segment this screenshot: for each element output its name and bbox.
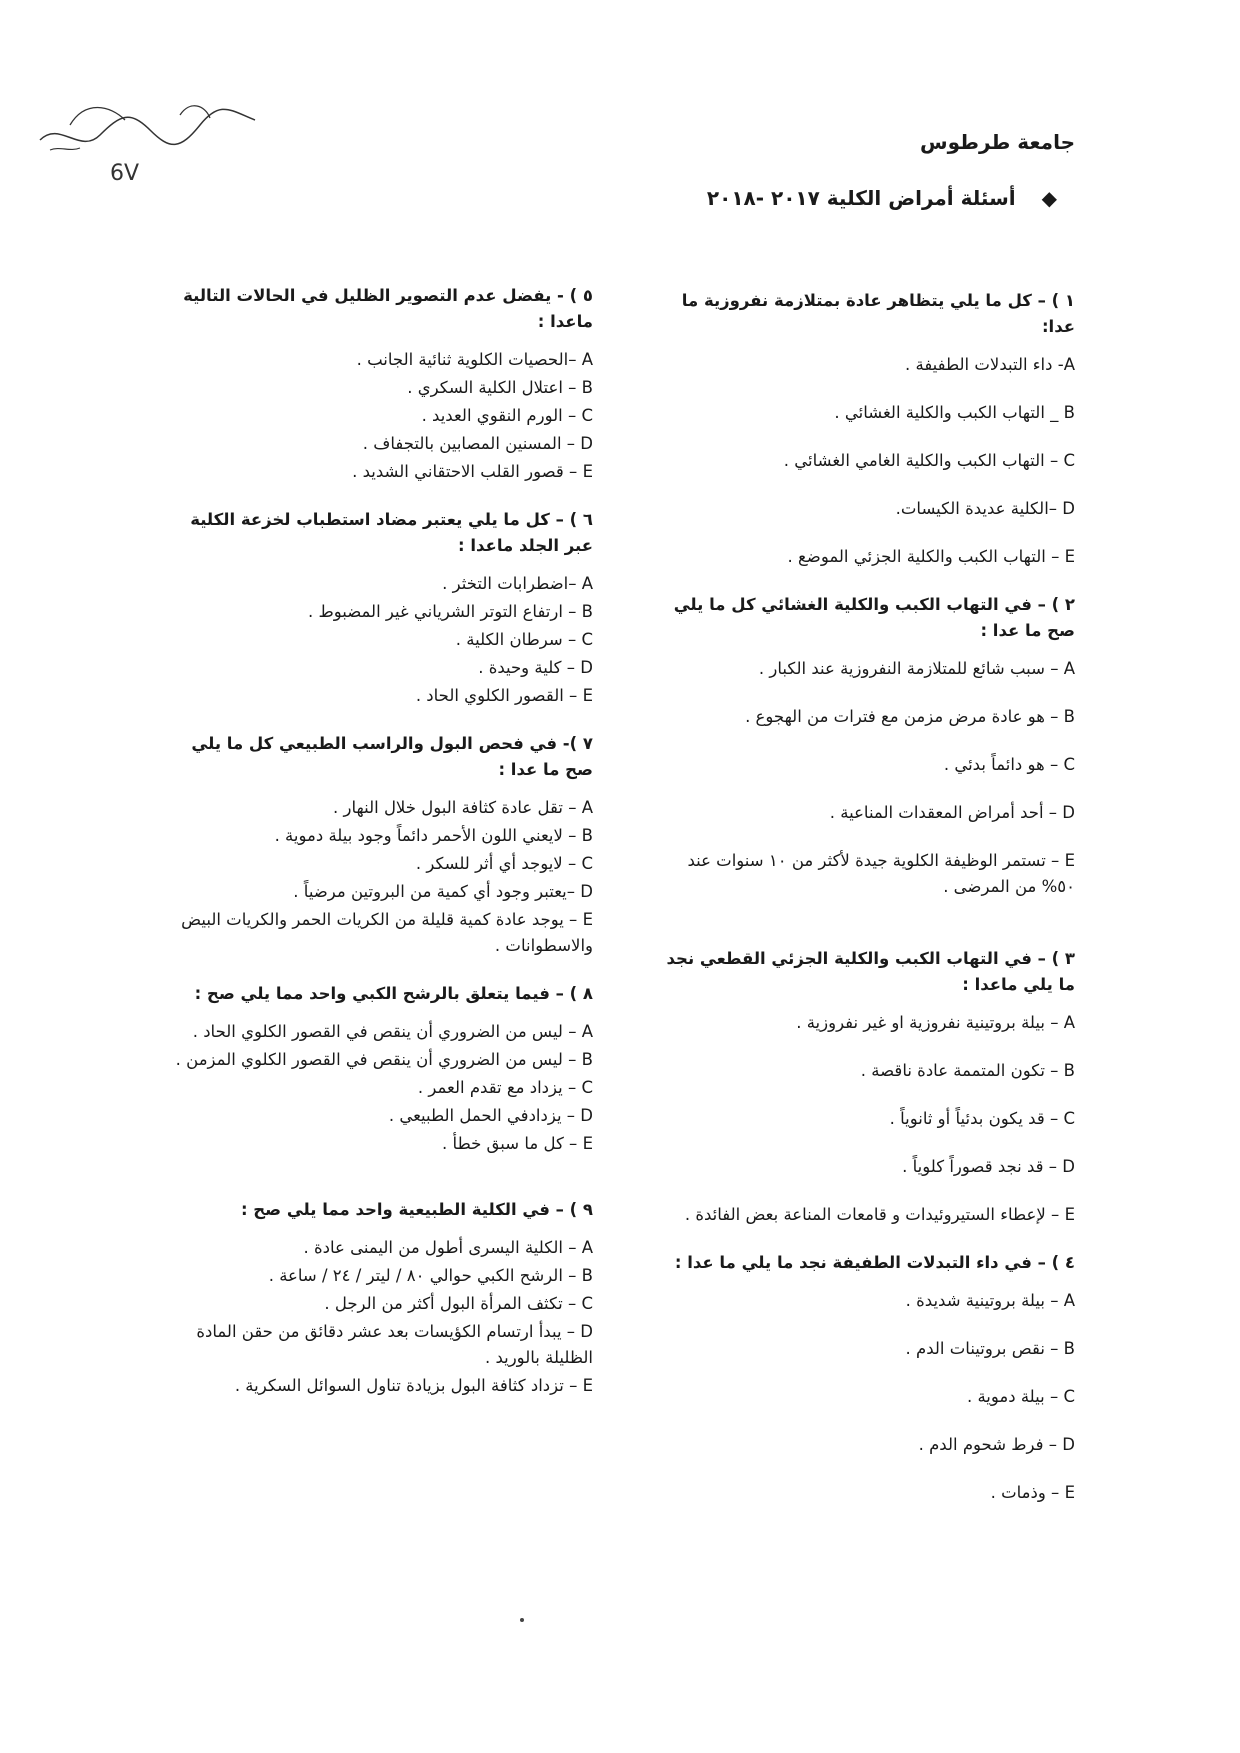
- option-d: D – فرط شحوم الدم .: [918, 1435, 1075, 1454]
- option-a: A – بيلة بروتينية نفروزية او غير نفروزية .: [796, 1013, 1075, 1032]
- option-e: E – وذمات .: [990, 1483, 1075, 1502]
- option-a: A – ليس من الضروري أن ينقص في القصور الكلوي الحاد .: [192, 1022, 593, 1041]
- option-e: E – لإعطاء الستيروئيدات و قامعات المناعة بعض الفائدة .: [684, 1205, 1075, 1224]
- svg-text:6V: 6V: [110, 161, 140, 186]
- option-b: B – نقص بروتينات الدم .: [905, 1339, 1075, 1358]
- question-text: ٩ ) – في الكلية الطبيعية واحد مما يلي صح :: [240, 1200, 593, 1219]
- option-a: A- داء التبدلات الطفيفة .: [904, 355, 1075, 374]
- option-b: B – ارتفاع التوتر الشرياني غير المضبوط .: [307, 602, 593, 621]
- option-d: D – يبدأ ارتسام الكؤيسات بعد عشر دقائق من حقن المادة الظليلة بالوريد .: [196, 1322, 593, 1367]
- option-b: B – ليس من الضروري أن ينقص في القصور الكلوي المزمن .: [175, 1050, 593, 1069]
- scan-speck: [520, 1618, 524, 1622]
- option-b: B – هو عادة مرض مزمن مع فترات من الهجوع .: [745, 707, 1075, 726]
- option-d: D – كلية وحيدة .: [478, 658, 593, 677]
- left-column: [175, 283, 593, 1421]
- option-a: A – سبب شائع للمتلازمة النفروزية عند الكبار .: [758, 659, 1075, 678]
- option-b: B _ التهاب الكبب والكلية الغشائي .: [834, 403, 1075, 422]
- option-a: A –الحصيات الكلوية ثنائية الجانب .: [356, 350, 593, 369]
- question-text: ٣ ) – في التهاب الكبب والكلية الجزئي القطعي نجد ما يلي ماعدا :: [666, 949, 1075, 994]
- option-d: D – المسنين المصابين بالتجفاف .: [362, 434, 593, 453]
- header: [707, 130, 1075, 210]
- option-b: B – اعتلال الكلية السكري .: [407, 378, 593, 397]
- option-d: D – يزدادفي الحمل الطبيعي .: [388, 1106, 593, 1125]
- option-a: A – الكلية اليسرى أطول من اليمنى عادة .: [303, 1238, 593, 1257]
- question-text: ٦ ) – كل ما يلي يعتبر مضاد استطباب لخزعة الكلية عبر الجلد ماعدا :: [190, 510, 593, 555]
- bullet-icon: ◆: [1041, 186, 1057, 210]
- option-c: C – بيلة دموية .: [966, 1387, 1075, 1406]
- option-b: B – لايعني اللون الأحمر دائماً وجود بيلة دموية .: [274, 826, 593, 845]
- question-9: [175, 1197, 593, 1399]
- option-c: C – قد يكون بدئياً أو ثانوياً .: [889, 1109, 1075, 1128]
- option-e: E – تستمر الوظيفة الكلوية جيدة لأكثر من ١٠ سنوات عند ٥٠% من المرضى .: [687, 851, 1075, 896]
- question-text: ١ ) – كل ما يلي يتظاهر عادة بمتلازمة نفروزية ما عدا:: [681, 291, 1075, 336]
- question-text: ٧ )- في فحص البول والراسب الطبيعي كل ما يلي صح ما عدا :: [191, 734, 593, 779]
- option-d: D –يعتبر وجود أي كمية من البروتين مرضياً .: [293, 882, 593, 901]
- option-e: E – التهاب الكبب والكلية الجزئي الموضع .: [787, 547, 1075, 566]
- question-text: ٥ ) - يفضل عدم التصوير الظليل في الحالات التالية ماعدا :: [183, 286, 593, 331]
- option-e: E – يوجد عادة كمية قليلة من الكريات الحمر والكريات البيض والاسطوانات .: [181, 910, 593, 955]
- question-5: [175, 283, 593, 485]
- option-a: A – تقل عادة كثافة البول خلال النهار .: [333, 798, 593, 817]
- question-3: [650, 946, 1075, 1228]
- university-name: جامعة طرطوس: [920, 130, 1075, 154]
- question-6: [175, 507, 593, 709]
- question-1: [650, 288, 1075, 570]
- option-b: B – الرشح الكبي حوالي ٨٠ / ليتر / ٢٤ / ساعة .: [268, 1266, 593, 1285]
- option-c: C – الورم النقوي العديد .: [421, 406, 593, 425]
- exam-title: ◆أسئلة أمراض الكلية ٢٠١٧ -٢٠١٨: [706, 186, 1057, 210]
- option-a: A – بيلة بروتينية شديدة .: [905, 1291, 1075, 1310]
- option-c: C – لايوجد أي أثر للسكر .: [415, 854, 593, 873]
- option-d: D – قد نجد قصوراً كلوياً .: [902, 1157, 1075, 1176]
- option-e: E – تزداد كثافة البول بزيادة تناول السوائل السكرية .: [234, 1376, 593, 1395]
- option-e: E – قصور القلب الاحتقاني الشديد .: [352, 462, 593, 481]
- option-c: C – تكثف المرأة البول أكثر من الرجل .: [324, 1294, 593, 1313]
- question-4: [650, 1250, 1075, 1506]
- option-c: C – هو دائماً بدئي .: [943, 755, 1075, 774]
- question-text: ٤ ) – في داء التبدلات الطفيفة نجد ما يلي ما عدا :: [674, 1253, 1075, 1272]
- handwritten-signature-icon: [30, 80, 270, 190]
- question-2: [650, 592, 1075, 900]
- option-c: C – يزداد مع تقدم العمر .: [417, 1078, 593, 1097]
- question-text: ٢ ) – في التهاب الكبب والكلية الغشائي كل ما يلي صح ما عدا :: [673, 595, 1075, 640]
- option-c: C – التهاب الكبب والكلية الغامي الغشائي .: [783, 451, 1075, 470]
- option-c: C – سرطان الكلية .: [455, 630, 593, 649]
- option-a: A –اضطرابات التخثر .: [442, 574, 593, 593]
- question-text: ٨ ) – فيما يتعلق بالرشح الكبي واحد مما يلي صح :: [194, 984, 593, 1003]
- option-e: E – القصور الكلوي الحاد .: [415, 686, 593, 705]
- option-d: D –الكلية عديدة الكيسات.: [895, 499, 1075, 518]
- option-b: B – تكون المتممة عادة ناقصة .: [860, 1061, 1075, 1080]
- option-e: E – كل ما سبق خطأ .: [442, 1134, 593, 1153]
- question-8: [175, 981, 593, 1157]
- question-7: [175, 731, 593, 959]
- option-d: D – أحد أمراض المعقدات المناعية .: [829, 803, 1075, 822]
- right-column: [650, 288, 1075, 1528]
